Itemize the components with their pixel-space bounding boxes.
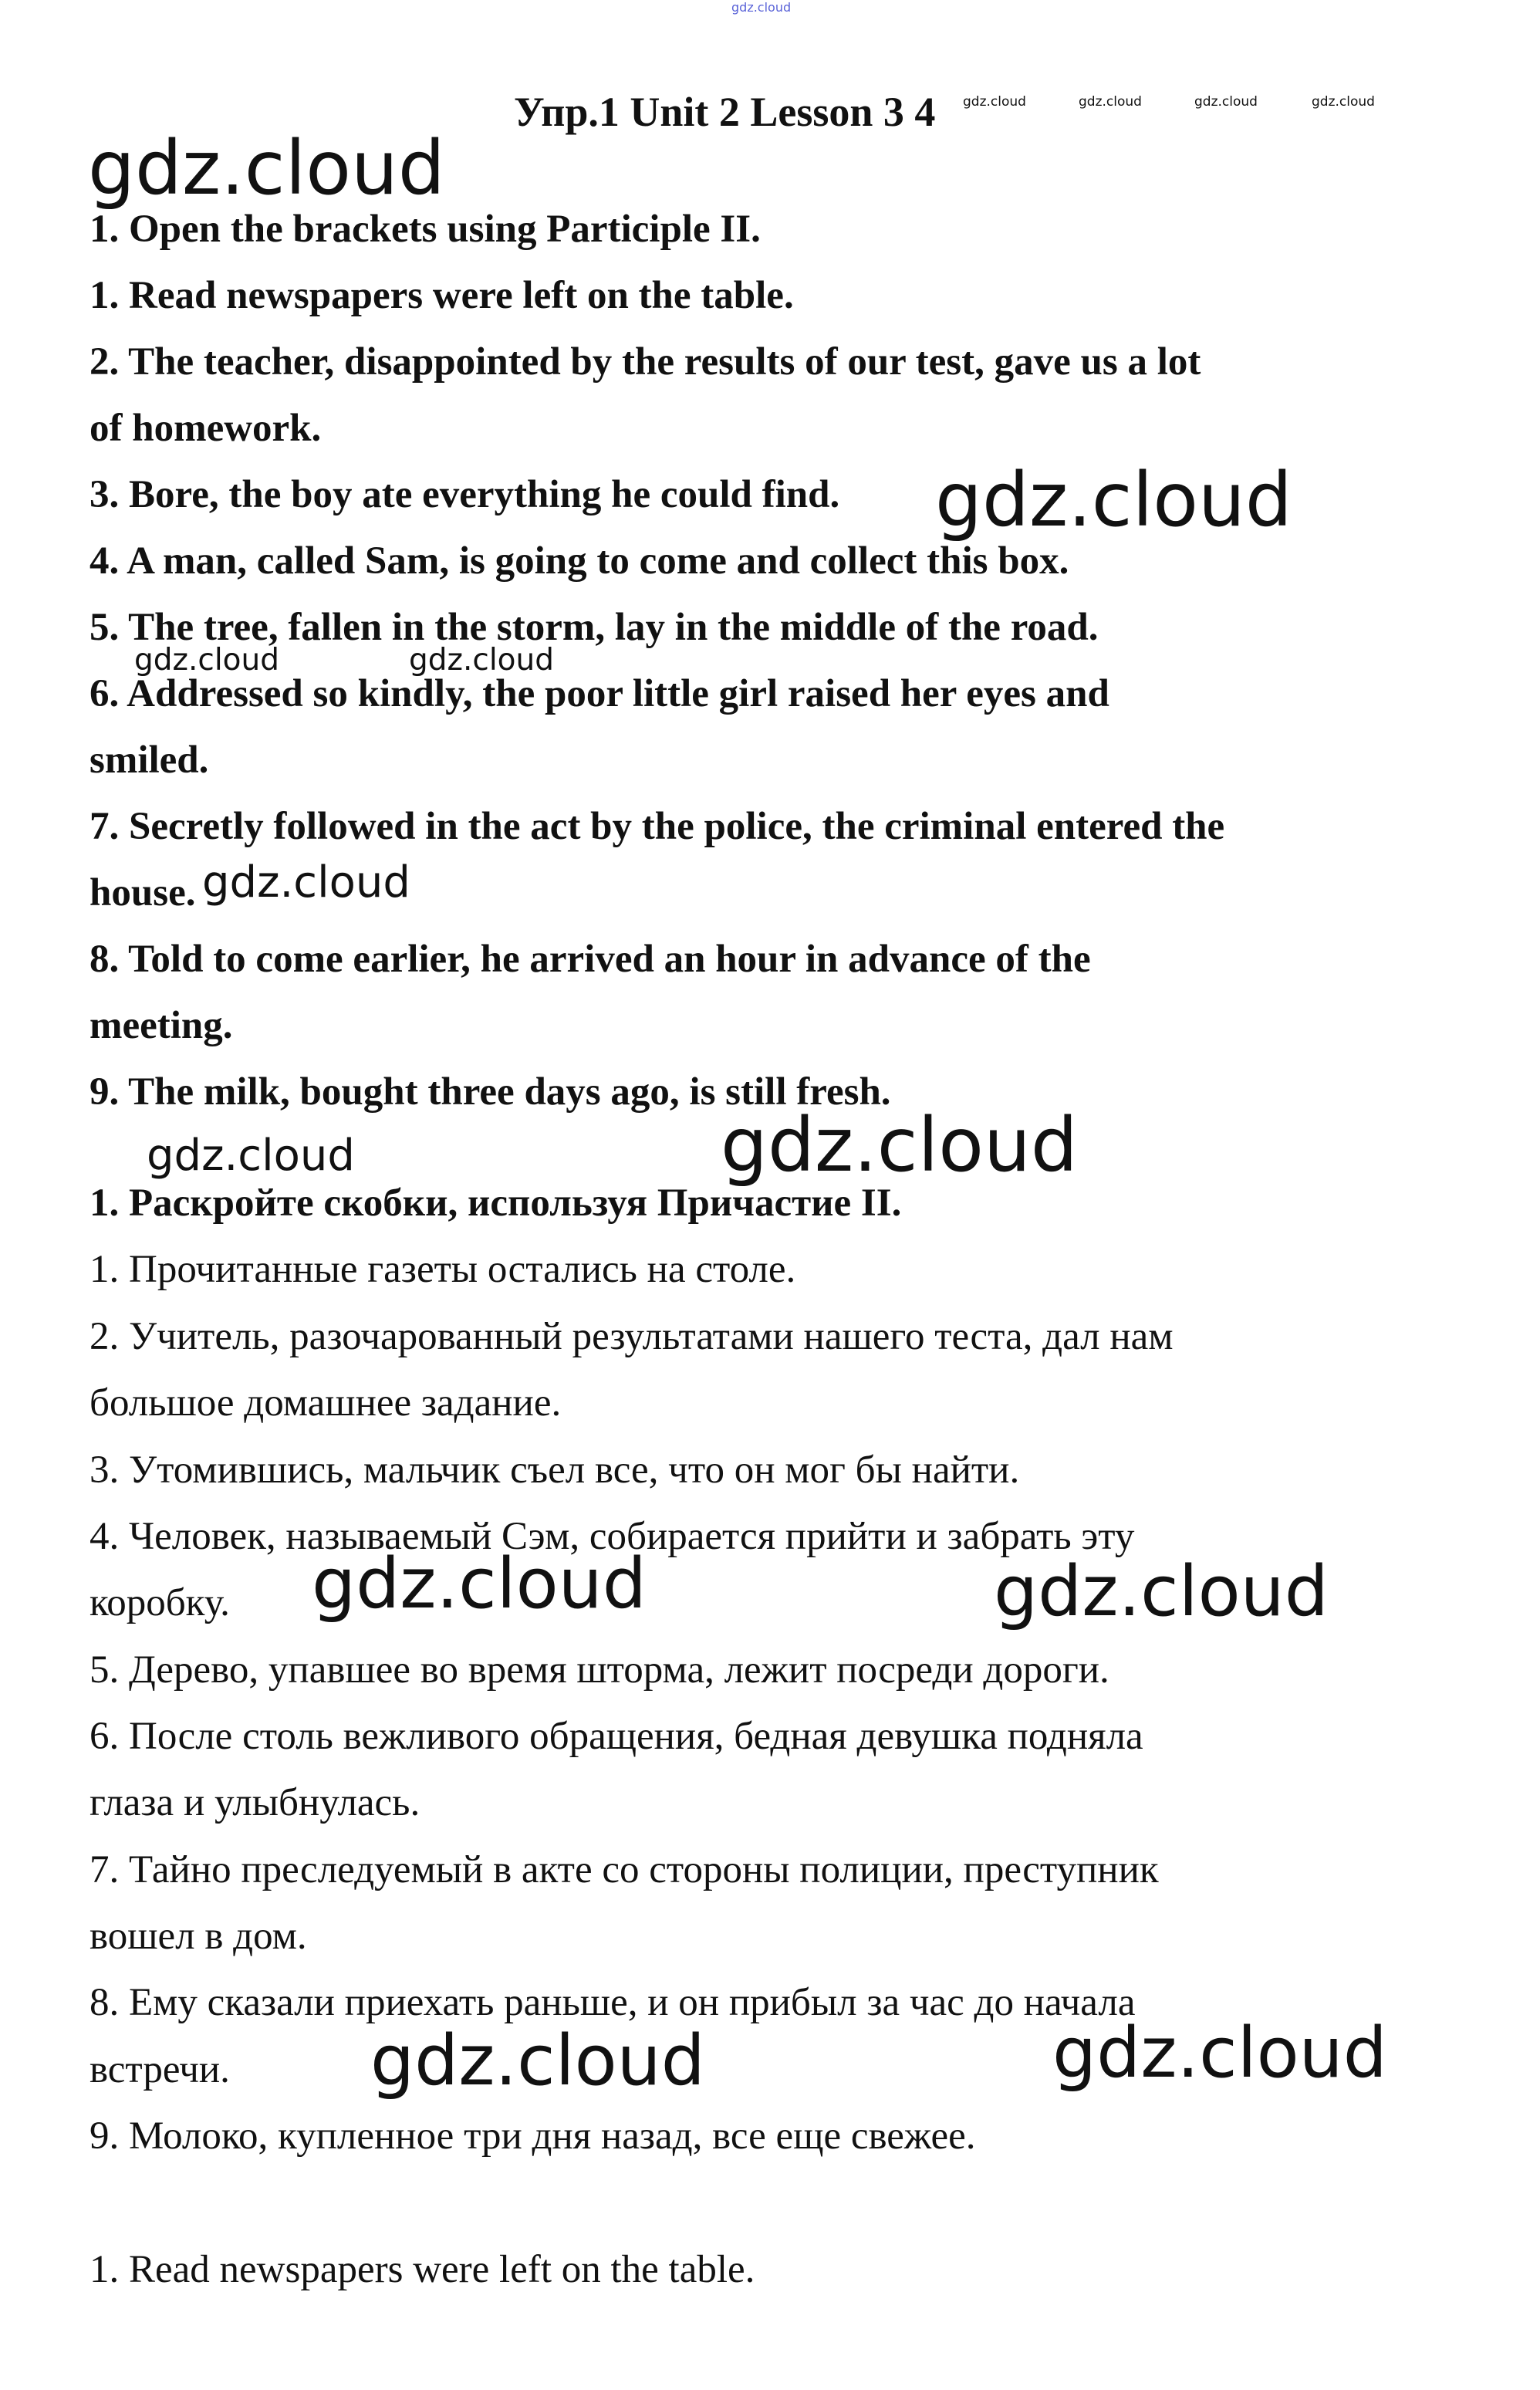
watermark: gdz.cloud [963, 94, 1026, 110]
english-line: smiled. [89, 739, 209, 782]
page-title: Упр.1 Unit 2 Lesson 3 4 [514, 89, 936, 135]
russian-line: коробку. [89, 1581, 230, 1624]
top-watermark: gdz.cloud [731, 0, 792, 15]
russian-task-heading: 1. Раскройте скобки, используя Причастие II. [89, 1181, 902, 1225]
watermark: gdz.cloud [935, 457, 1292, 543]
watermark: gdz.cloud [202, 857, 410, 908]
russian-line: большое домашнее задание. [89, 1381, 562, 1425]
russian-line: вошел в дом. [89, 1915, 307, 1958]
english-line: of homework. [89, 407, 322, 450]
watermark: gdz.cloud [721, 1102, 1078, 1188]
russian-line: 9. Молоко, купленное три дня назад, все еще свежее. [89, 2114, 976, 2158]
watermark: gdz.cloud [409, 643, 554, 678]
watermark: gdz.cloud [370, 2020, 705, 2101]
watermark: gdz.cloud [312, 1543, 647, 1624]
watermark: gdz.cloud [1312, 94, 1375, 110]
watermark: gdz.cloud [134, 643, 279, 678]
english-line: meeting. [89, 1004, 233, 1047]
russian-line: 6. После столь вежливого обращения, бедная девушка подняла [89, 1715, 1143, 1758]
russian-line: 1. Прочитанные газеты остались на столе. [89, 1248, 796, 1291]
watermark: gdz.cloud [1194, 94, 1258, 110]
russian-line: 4. Человек, называемый Сэм, собирается прийти и забрать эту [89, 1515, 1135, 1558]
watermark: gdz.cloud [147, 1131, 355, 1181]
russian-line: 3. Утомившись, мальчик съел все, что он мог бы найти. [89, 1449, 1020, 1492]
english-line: 4. A man, called Sam, is going to come and collect this box. [89, 539, 1069, 583]
english-line: 1. Read newspapers were left on the table. [89, 274, 794, 317]
russian-line: 5. Дерево, упавшее во время шторма, лежит посреди дороги. [89, 1648, 1109, 1692]
watermark: gdz.cloud [1052, 2013, 1387, 2094]
english-line: 2. The teacher, disappointed by the results of our test, gave us a lot [89, 340, 1201, 384]
english-line: 3. Bore, the boy ate everything he could find. [89, 473, 840, 516]
english-line: 6. Addressed so kindly, the poor little girl raised her eyes and [89, 672, 1109, 715]
english-line: 7. Secretly followed in the act by the police, the criminal entered the [89, 805, 1225, 848]
russian-line: глаза и улыбнулась. [89, 1781, 420, 1824]
watermark: gdz.cloud [994, 1551, 1329, 1632]
english-line: 9. The milk, bought three days ago, is still fresh. [89, 1070, 891, 1114]
watermark: gdz.cloud [88, 125, 445, 211]
watermark: gdz.cloud [1079, 94, 1142, 110]
russian-line: 7. Тайно преследуемый в акте со стороны полиции, преступник [89, 1848, 1159, 1891]
english-task-heading: 1. Open the brackets using Participle II. [89, 208, 761, 251]
russian-line: 2. Учитель, разочарованный результатами нашего теста, дал нам [89, 1315, 1174, 1358]
answer-line: 1. Read newspapers were left on the table. [89, 2248, 755, 2291]
russian-line: встречи. [89, 2048, 230, 2091]
english-line: house. [89, 871, 196, 914]
english-line: 8. Told to come earlier, he arrived an hour in advance of the [89, 938, 1091, 981]
english-line: 5. The tree, fallen in the storm, lay in the middle of the road. [89, 606, 1099, 649]
russian-line: 8. Ему сказали приехать раньше, и он прибыл за час до начала [89, 1981, 1136, 2024]
